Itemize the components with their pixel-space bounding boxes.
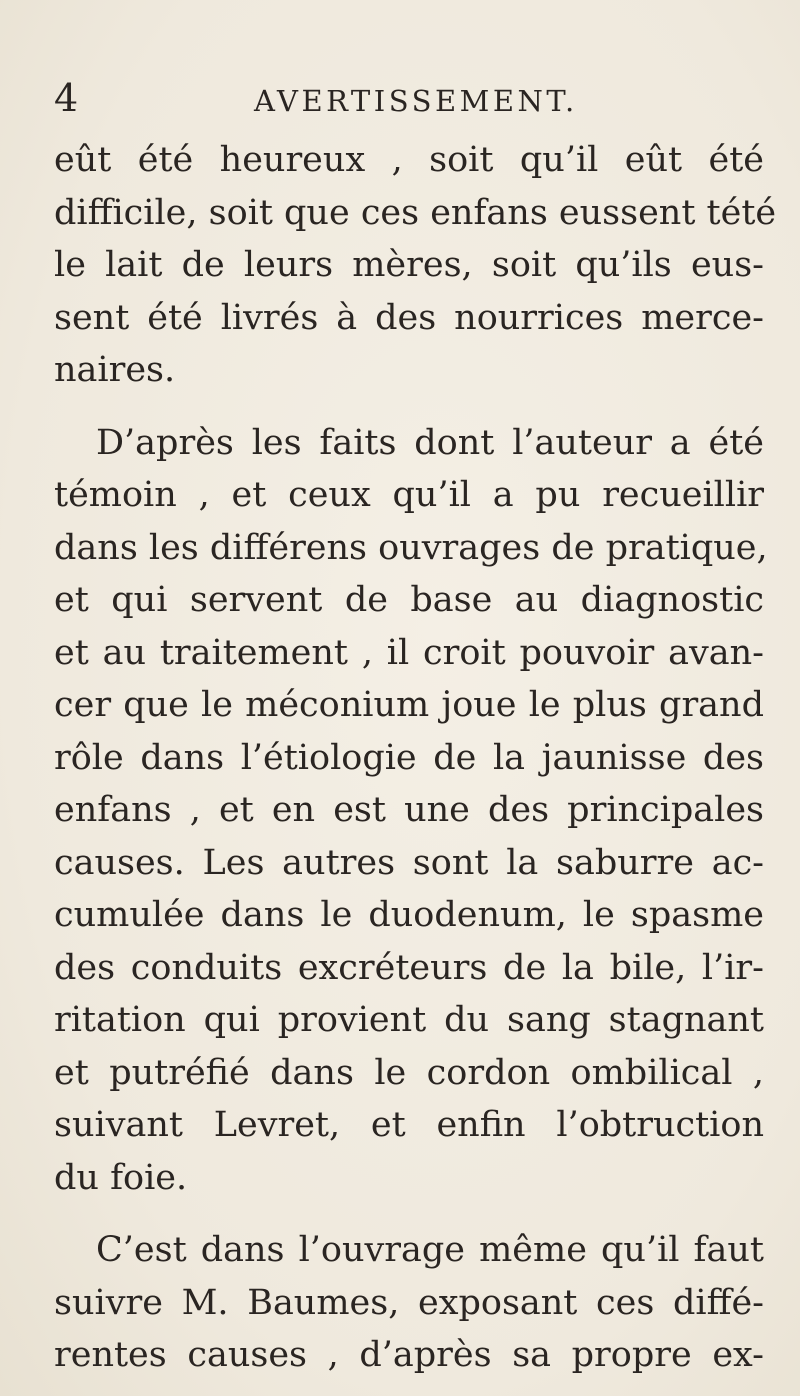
text-line: et qui servent de base au diagnostic — [54, 580, 764, 620]
paragraph-1 — [54, 134, 777, 397]
text-line: le lait de leurs mères, soit qu’ils eus- — [54, 245, 764, 285]
text-line: ritation qui provient du sang stagnant — [54, 1000, 764, 1040]
text-line: causes. Les autres sont la saburre ac- — [54, 842, 764, 883]
text-line: eût été heureux , soit qu’il eût été — [54, 140, 764, 180]
paragraph-gap — [54, 397, 764, 417]
text-line: cumulée dans le duodenum, le spasme — [54, 895, 764, 935]
text-line: enfans , et en est une des principales — [54, 790, 764, 830]
text-line: cer que le méconium joue le plus grand — [54, 685, 764, 725]
text-line: difficile, soit que ces enfans eussent tété — [54, 192, 777, 233]
text-line: des conduits excréteurs de la bile, l’ir- — [54, 947, 764, 988]
running-head: AVERTISSEMENT. — [254, 84, 578, 118]
text-line: du foie. — [54, 1157, 188, 1198]
page-header — [54, 78, 760, 118]
text-line: rôle dans l’étiologie de la jaunisse des — [54, 737, 764, 778]
text-line: D’après les faits dont l’auteur a été — [96, 422, 764, 463]
text-line: naires. — [54, 350, 176, 390]
text-line: C’est dans l’ouvrage même qu’il faut — [96, 1230, 764, 1270]
text-line: sent été livrés à des nourrices merce- — [54, 297, 764, 338]
text-line: suivre M. Baumes, exposant ces diffé- — [54, 1282, 764, 1323]
paragraph-3 — [54, 1224, 764, 1382]
text-line: dans les différens ouvrages de pratique, — [54, 527, 768, 568]
text-line: suivant Levret, et enfin l’obtruction — [54, 1105, 764, 1145]
paragraph-2 — [54, 417, 768, 1205]
text-line: et au traitement , il croit pouvoir avan- — [54, 632, 764, 673]
text-line: et putréfié dans le cordon ombilical , — [54, 1052, 764, 1093]
paragraph-gap — [54, 1204, 764, 1224]
body-text — [54, 134, 777, 1382]
text-line: rentes causes , d’après sa propre ex- — [54, 1335, 764, 1375]
text-line: témoin , et ceux qu’il a pu recueillir — [54, 475, 764, 515]
page-number: 4 — [54, 76, 79, 120]
